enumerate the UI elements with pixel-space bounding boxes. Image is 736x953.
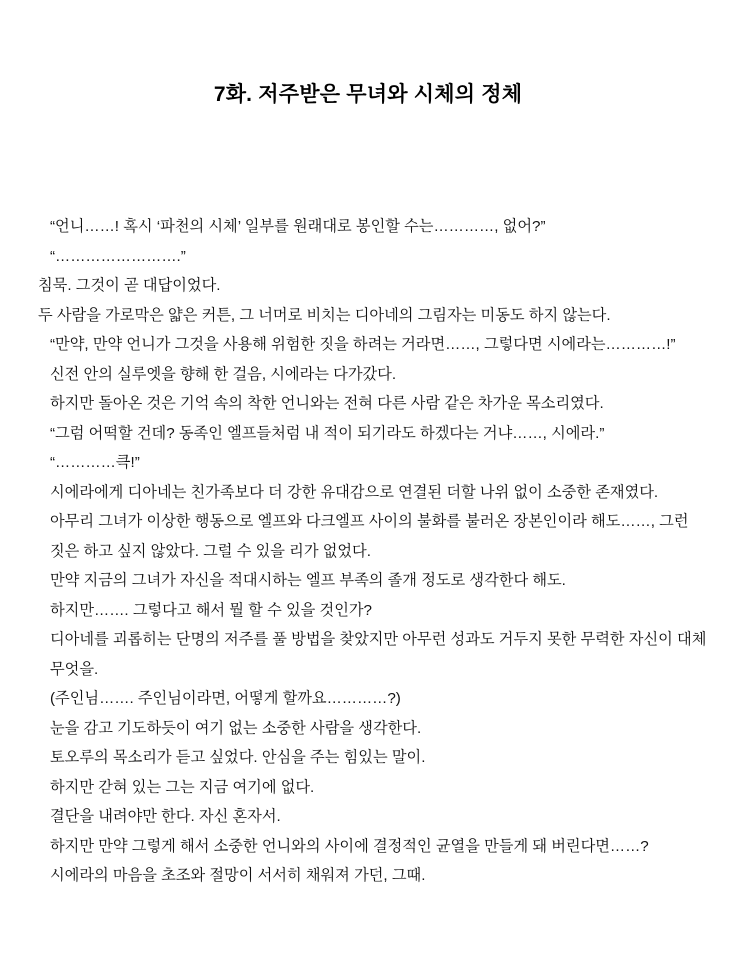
- paragraph: 만약 지금의 그녀가 자신을 적대시하는 엘프 부족의 졸개 정도로 생각한다 해도.: [50, 572, 566, 589]
- paragraph: 시에라의 마음을 초조와 절망이 서서히 채워져 가던, 그때.: [50, 867, 426, 884]
- paragraph: 결단을 내려야만 한다. 자신 혼자서.: [50, 808, 281, 825]
- paragraph: 하지만……. 그렇다고 해서 뭘 할 수 있을 것인가?: [50, 601, 372, 619]
- paragraph: “…………큭!”: [50, 454, 140, 471]
- paragraph: (주인님……. 주인님이라면, 어떻게 할까요…………?): [50, 690, 401, 707]
- paragraph: “그럼 어떡할 건데? 동족인 엘프들처럼 내 적이 되기라도 하겠다는 거냐……, 시에라.”: [50, 424, 605, 442]
- paragraph: 하지만 돌아온 것은 기억 속의 착한 언니와는 전혀 다른 사람 같은 차가운 목소리였다.: [50, 395, 604, 412]
- paragraph: 눈을 감고 기도하듯이 여기 없는 소중한 사람을 생각한다.: [50, 719, 422, 737]
- paragraph: 침묵. 그것이 곧 대답이었다.: [38, 277, 221, 294]
- paragraph: 디아네를 괴롭히는 단명의 저주를 풀 방법을 찾았지만 아무런 성과도 거두지 못한 무력한 자신이 대체 무엇을.: [50, 631, 711, 678]
- paragraph: 하지만 만약 그렇게 해서 소중한 언니와의 사이에 결정적인 균열을 만들게 돼 버린다면……?: [50, 837, 649, 855]
- chapter-title: 7화. 저주받은 무녀와 시체의 정체: [213, 83, 523, 106]
- paragraph: 두 사람을 가로막은 얇은 커튼, 그 너머로 비치는 디아네의 그림자는 미동도 하지 않는다.: [38, 306, 611, 324]
- paragraph: “…………………….”: [50, 247, 186, 265]
- paragraph: 하지만 갇혀 있는 그는 지금 여기에 없다.: [50, 778, 315, 796]
- paragraph: 시에라에게 디아네는 친가족보다 더 강한 유대감으로 연결된 더할 나위 없이 소중한 존재였다.: [50, 483, 659, 501]
- paragraph: “언니……! 혹시 ‘파천의 시체’ 일부를 원래대로 봉인할 수는…………, 없어?”: [50, 218, 546, 235]
- paragraph: 아무리 그녀가 이상한 행동으로 엘프와 다크엘프 사이의 불화를 불러온 장본인이라 해도……, 그런 짓은 하고 싶지 않았다. 그럴 수 있을 리가 없었다.: [50, 513, 693, 560]
- paragraph: 토오루의 목소리가 듣고 싶었다. 안심을 주는 힘있는 말이.: [50, 749, 426, 766]
- paragraph: “만약, 만약 언니가 그것을 사용해 위험한 짓을 하려는 거라면……, 그렇다면 시에라는…………!”: [50, 336, 676, 353]
- body-text: [28, 212, 711, 891]
- paragraph: 신전 안의 실루엣을 향해 한 걸음, 시에라는 다가갔다.: [50, 365, 397, 383]
